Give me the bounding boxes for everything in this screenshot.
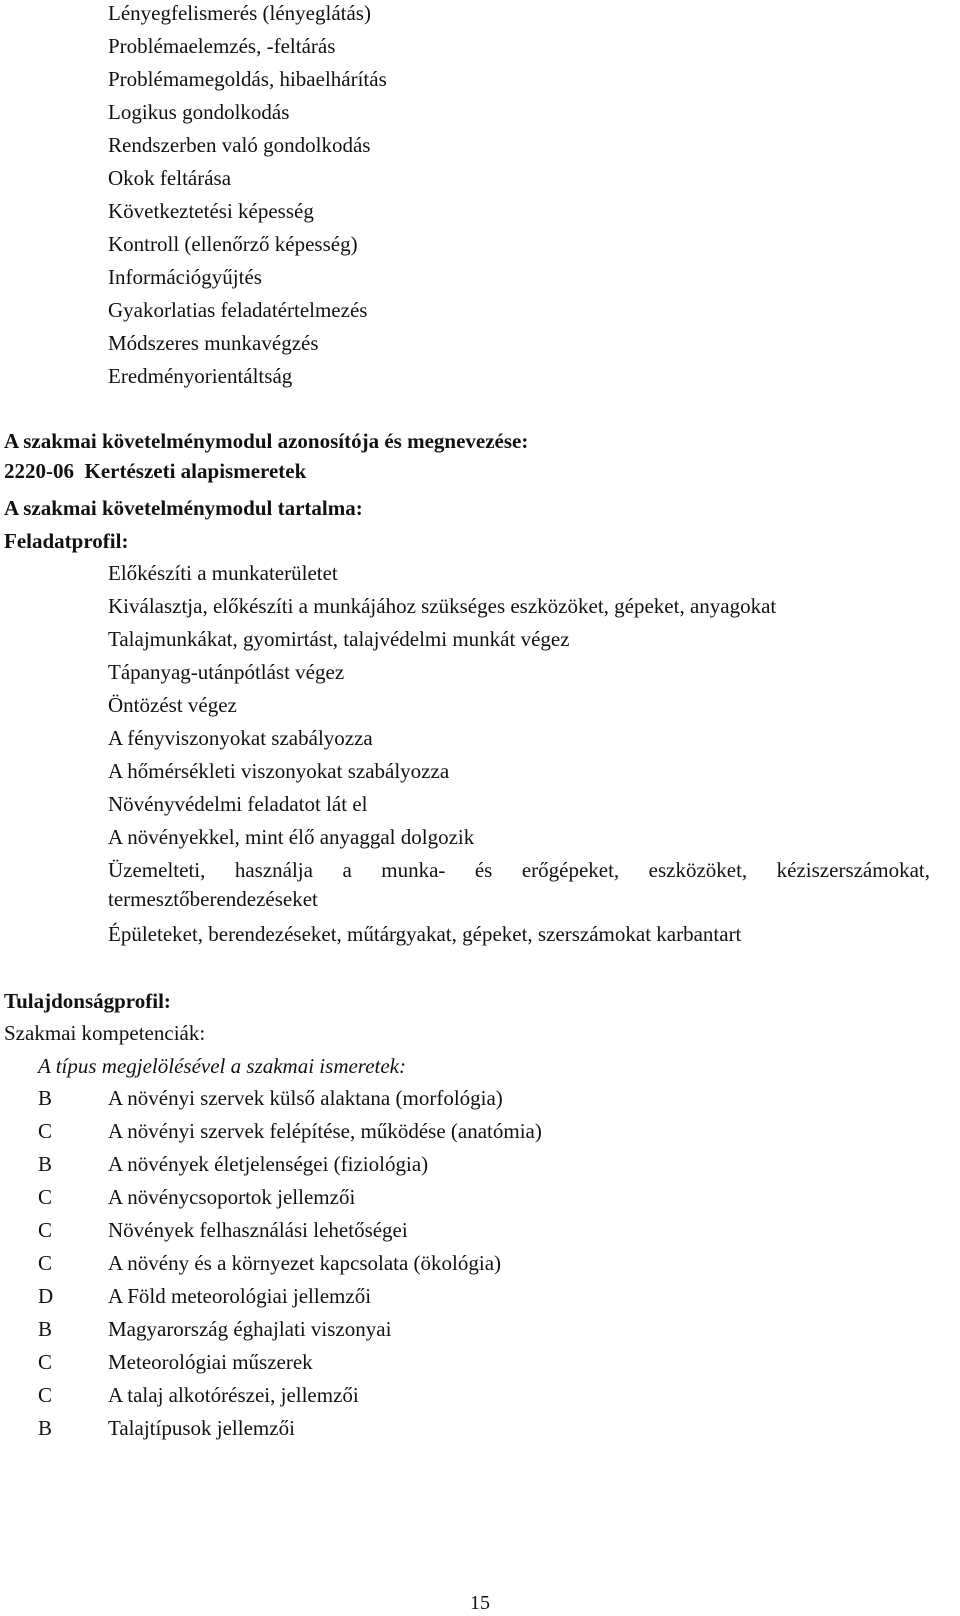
task-item: Talajmunkákat, gyomirtást, talajvédelmi munkát végez xyxy=(108,627,570,651)
skill-item: Eredményorientáltság xyxy=(108,364,293,388)
knowledge-intro: A típus megjelölésével a szakmai ismeretek: xyxy=(38,1054,406,1078)
knowledge-text: A növénycsoportok jellemzői xyxy=(108,1185,356,1209)
task-item: Üzemelteti, használja a munka- és erőgépeket, eszközöket, kéziszerszámokat, xyxy=(108,858,930,882)
task-item: Növényvédelmi feladatot lát el xyxy=(108,792,368,816)
skill-item: Gyakorlatias feladatértelmezés xyxy=(108,298,368,322)
task-item: Épületeket, berendezéseket, műtárgyakat, gépeket, szerszámokat karbantart xyxy=(108,922,742,946)
knowledge-grade: B xyxy=(38,1152,53,1176)
knowledge-grade: B xyxy=(38,1416,53,1440)
skill-item: Információgyűjtés xyxy=(108,265,262,289)
knowledge-grade: C xyxy=(38,1119,53,1143)
knowledge-text: A növényi szervek külső alaktana (morfológia) xyxy=(108,1086,503,1110)
module-id-value: 2220-06 Kertészeti alapismeretek xyxy=(4,459,307,483)
knowledge-text: A növények életjelenségei (fiziológia) xyxy=(108,1152,429,1176)
task-profile-heading: Feladatprofil: xyxy=(4,529,129,553)
task-item: Tápanyag-utánpótlást végez xyxy=(108,660,345,684)
skill-item: Módszeres munkavégzés xyxy=(108,331,319,355)
skill-item: Lényegfelismerés (lényeglátás) xyxy=(108,1,371,25)
knowledge-text: Meteorológiai műszerek xyxy=(108,1350,313,1374)
knowledge-grade: C xyxy=(38,1350,53,1374)
task-item-continuation: termesztőberendezéseket xyxy=(108,887,318,911)
knowledge-text: Növények felhasználási lehetőségei xyxy=(108,1218,408,1242)
competencies-subheading: Szakmai kompetenciák: xyxy=(4,1021,206,1045)
skill-item: Kontroll (ellenőrző képesség) xyxy=(108,232,358,256)
knowledge-grade: C xyxy=(38,1383,53,1407)
task-item: Öntözést végez xyxy=(108,693,237,717)
skill-item: Logikus gondolkodás xyxy=(108,100,290,124)
knowledge-grade: B xyxy=(38,1317,53,1341)
knowledge-text: Talajtípusok jellemzői xyxy=(108,1416,295,1440)
knowledge-text: Magyarország éghajlati viszonyai xyxy=(108,1317,392,1341)
knowledge-grade: C xyxy=(38,1218,53,1242)
task-item: A fényviszonyokat szabályozza xyxy=(108,726,373,750)
knowledge-grade: B xyxy=(38,1086,53,1110)
knowledge-grade: D xyxy=(38,1284,54,1308)
skill-item: Rendszerben való gondolkodás xyxy=(108,133,371,157)
knowledge-text: A Föld meteorológiai jellemzői xyxy=(108,1284,372,1308)
skill-item: Problémaelemzés, -feltárás xyxy=(108,34,336,58)
task-item: Kiválasztja, előkészíti a munkájához szükséges eszközöket, gépeket, anyagokat xyxy=(108,594,777,618)
knowledge-text: A növény és a környezet kapcsolata (ökológia) xyxy=(108,1251,502,1275)
skill-item: Okok feltárása xyxy=(108,166,232,190)
module-content-heading: A szakmai követelménymodul tartalma: xyxy=(4,496,363,520)
task-item: A növényekkel, mint élő anyaggal dolgozik xyxy=(108,825,475,849)
skill-item: Következtetési képesség xyxy=(108,199,314,223)
knowledge-grade: C xyxy=(38,1185,53,1209)
knowledge-grade: C xyxy=(38,1251,53,1275)
page-number: 15 xyxy=(470,1592,490,1614)
module-id-heading: A szakmai követelménymodul azonosítója és megnevezése: xyxy=(4,429,529,453)
skill-item: Problémamegoldás, hibaelhárítás xyxy=(108,67,387,91)
task-item: A hőmérsékleti viszonyokat szabályozza xyxy=(108,759,450,783)
knowledge-text: A talaj alkotórészei, jellemzői xyxy=(108,1383,359,1407)
property-profile-heading: Tulajdonságprofil: xyxy=(4,989,171,1013)
knowledge-text: A növényi szervek felépítése, működése (anatómia) xyxy=(108,1119,542,1143)
task-item: Előkészíti a munkaterületet xyxy=(108,561,338,585)
